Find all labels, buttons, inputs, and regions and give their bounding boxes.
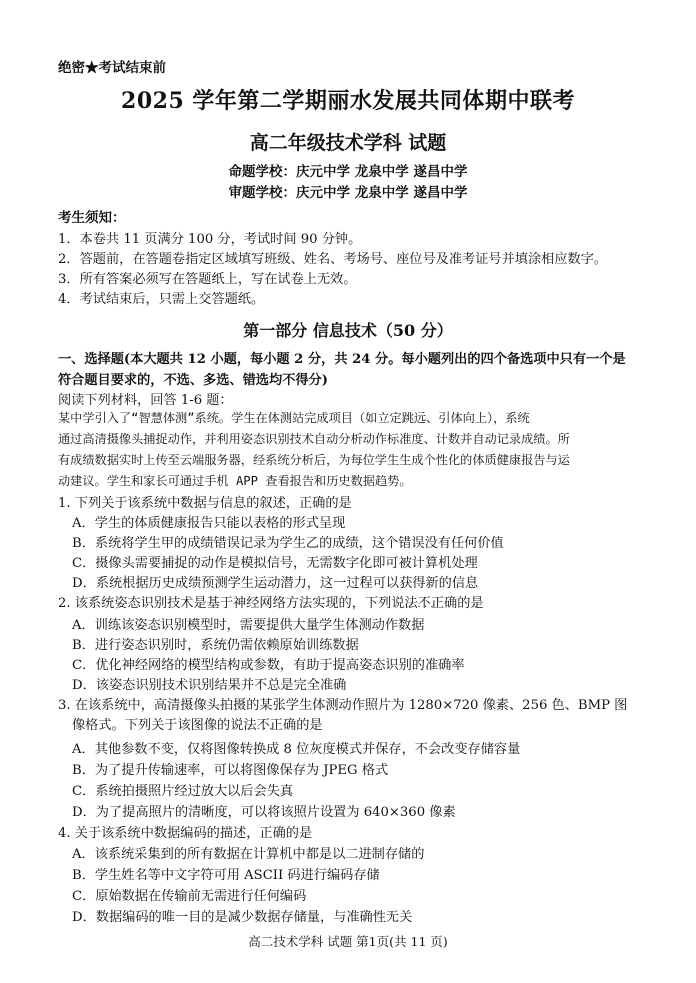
question-3-stem-text: 像格式。下列关于该图像的说法 bbox=[72, 718, 257, 733]
question-2-stem bbox=[58, 592, 484, 611]
question-3-stem: 3. 在该系统中，高清摄像头拍摄的某张学生体测动作照片为 1280×720 像素、256 色、BMP 图 bbox=[58, 698, 628, 713]
notice-item: 3．所有答案必须写在答题纸上，写在试卷上无效。 bbox=[58, 272, 357, 287]
question-2-option: C．优化神经网络的模型结构或参数，有助于提高姿态识别的准确率 bbox=[72, 658, 465, 673]
setter-schools: 命题学校：庆元中学 龙泉中学 遂昌中学 bbox=[228, 164, 468, 180]
question-4-stem: 4. 关于该系统中数据编码的描述，正确的是 bbox=[58, 826, 313, 841]
emphasis-not-correct: 不正确 · · · bbox=[418, 592, 458, 611]
material-line: 通过高清摄像头捕捉动作，并利用姿态识别技术自动分析动作标准度、计数并自动记录成绩。所 bbox=[58, 432, 570, 446]
question-4-option: C．原始数据在传输前无需进行任何编码 bbox=[72, 889, 307, 904]
question-1-option: C．摄像头需要捕捉的动作是模拟信号，无需数字化即可被计算机处理 bbox=[72, 556, 478, 571]
question-1-option: A．学生的体质健康报告只能以表格的形式呈现 bbox=[72, 516, 346, 531]
material-line: 动建议。学生和家长可通过手机 APP 查看报告和历史数据趋势。 bbox=[58, 474, 412, 488]
question-1-option: D．系统根据历史成绩预测学生运动潜力，这一过程可以获得新的信息 bbox=[72, 576, 479, 591]
question-3-stem-continued bbox=[72, 714, 323, 733]
notice-item: 1．本卷共 11 页满分 100 分，考试时间 90 分钟。 bbox=[58, 232, 362, 247]
question-4-option: A．该系统采集到的所有数据在计算机中都是以二进制存储的 bbox=[72, 847, 425, 862]
material-line: 有成绩数据实时上传至云端服务器，经系统分析后，为每位学生生成个性化的体质健康报告与运 bbox=[58, 453, 570, 467]
material-line: 某中学引入了“智慧体测”系统。学生在体测站完成项目（如立定跳远、引体向上），系统 bbox=[58, 411, 530, 425]
instruction-line: 符合题目要求的，不选、多选、错选均不得分) bbox=[58, 373, 328, 388]
page-footer: 高二技术学科 试题 第1页(共 11 页) bbox=[248, 934, 448, 949]
notice-item: 4．考试结束后，只需上交答题纸。 bbox=[58, 292, 265, 307]
question-2-stem-end: 的是 bbox=[457, 596, 484, 611]
question-3-option: A．其他参数不变，仅将图像转换成 8 位灰度模式并保存，不会改变存储容量 bbox=[72, 742, 521, 757]
exam-title: 2025 学年第二学期丽水发展共同体期中联考 bbox=[121, 88, 575, 114]
reviewer-schools: 审题学校：庆元中学 龙泉中学 遂昌中学 bbox=[228, 185, 468, 201]
question-2-stem-text: 2. 该系统姿态识别技术是基于神经网络方法实现的，下列说法 bbox=[58, 596, 418, 611]
emphasis-not-correct: 不正确 · · · bbox=[257, 714, 297, 733]
exam-subtitle: 高二年级技术学科 试题 bbox=[249, 132, 447, 154]
question-2-option: A．训练该姿态识别模型时，需要提供大量学生体测动作数据 bbox=[72, 618, 425, 633]
instruction-line: 一、选择题(本大题共 12 小题，每小题 2 分，共 24 分。每小题列出的四个备选项中只有一个是 bbox=[58, 352, 626, 367]
question-3-option: D．为了提高照片的清晰度，可以将该照片设置为 640×360 像素 bbox=[72, 805, 456, 820]
question-4-option: B．学生姓名等中文字符可用 ASCII 码进行编码存储 bbox=[72, 868, 380, 883]
confidential-label: 绝密★考试结束前 bbox=[58, 60, 166, 76]
question-2-option: D．该姿态识别技术识别结果并不总是完全准确 bbox=[72, 678, 347, 693]
read-prompt: 阅读下列材料，回答 1-6 题： bbox=[58, 393, 233, 408]
question-3-option: B．为了提升传输速率，可以将图像保存为 JPEG 格式 bbox=[72, 763, 389, 778]
section-title: 第一部分 信息技术（50 分） bbox=[243, 321, 453, 340]
question-3-option: C．系统拍摄照片经过放大以后会失真 bbox=[72, 784, 294, 799]
question-1-option: B．系统将学生甲的成绩错误记录为学生乙的成绩，这个错误没有任何价值 bbox=[72, 536, 504, 551]
notice-heading: 考生须知： bbox=[58, 210, 126, 226]
question-4-option: D．数据编码的唯一目的是减少数据存储量，与准确性无关 bbox=[72, 910, 413, 925]
notice-item: 2．答题前，在答题卷指定区域填写班级、姓名、考场号、座位号及准考证号并填涂相应数字。 bbox=[58, 252, 608, 267]
question-1-stem: 1. 下列关于该系统中数据与信息的叙述，正确的是 bbox=[58, 496, 352, 511]
question-3-stem-end: 的是 bbox=[296, 718, 323, 733]
question-2-option: B．进行姿态识别时，系统仍需依赖原始训练数据 bbox=[72, 638, 359, 653]
